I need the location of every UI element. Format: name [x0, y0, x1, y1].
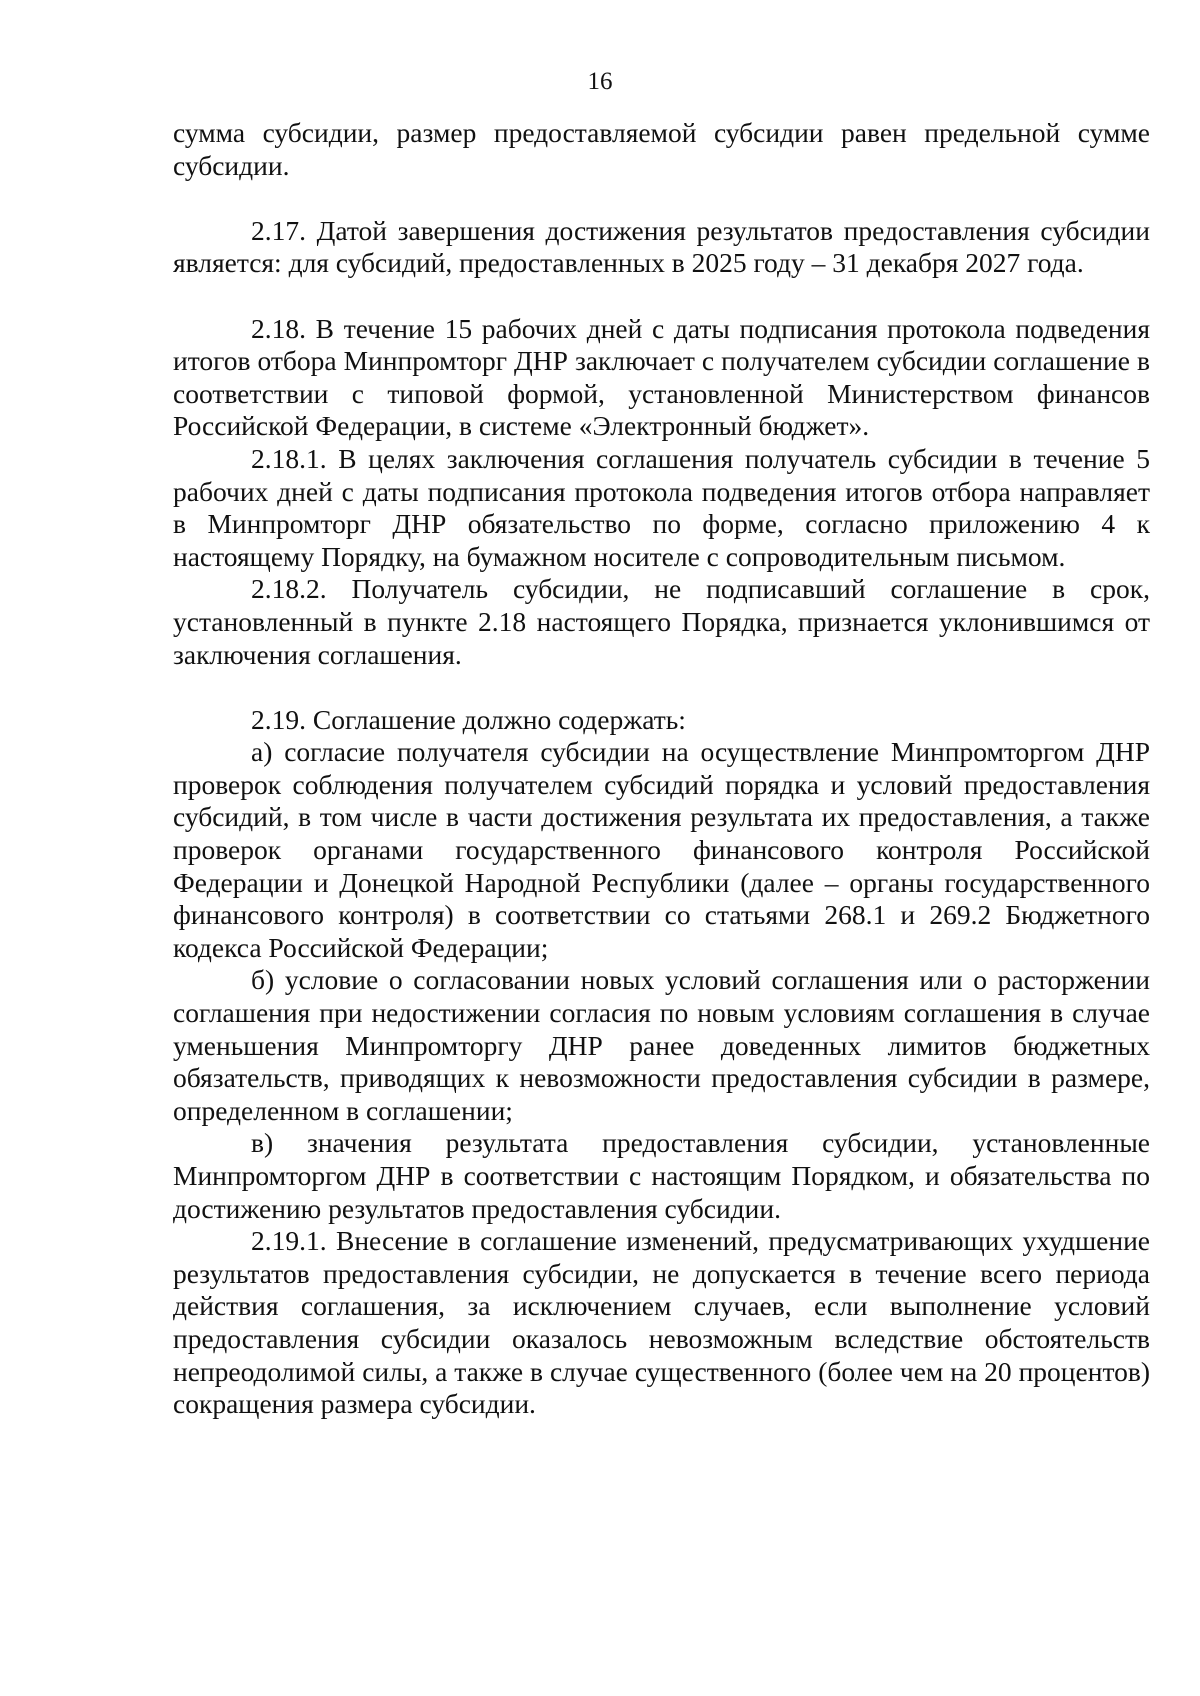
paragraph-2-19-v: в) значения результата предоставления субсидии, установленные Минпромторгом ДНР в соответствии с настоящим Порядком, и обязательства по достижению результатов предоставления субсидии.: [173, 1127, 1150, 1224]
paragraph-2-19-1: 2.19.1. Внесение в соглашение изменений, предусматривающих ухудшение результатов предоставления субсидии, не допускается в течение всего периода действия соглашения, за исключением случаев, если выполнение условий предоставления субсидии оказалось невозможным вследствие обстоятельств непреодолимой силы, а также в случае существенного (более чем на 20 процентов) сокращения размера субсидии.: [173, 1225, 1150, 1420]
paragraph-2-19-b: б) условие о согласовании новых условий соглашения или о расторжении соглашения при недостижении согласия по новым условиям соглашения в случае уменьшения Минпромторгу ДНР ранее доведенных лимитов бюджетных обязательств, приводящих к невозможности предоставления субсидии в размере, определенном в соглашении;: [173, 964, 1150, 1126]
paragraph-2-19: 2.19. Соглашение должно содержать:: [251, 703, 686, 735]
paragraph-2-18-2: 2.18.2. Получатель субсидии, не подписавший соглашение в срок, установленный в пункте 2.18 настоящего Порядка, признается уклонившимся от заключения соглашения.: [173, 573, 1150, 670]
document-body: [173, 117, 1150, 1421]
paragraph-continuation: сумма субсидии, размер предоставляемой субсидии равен предельной сумме субсидии.: [173, 117, 1150, 181]
paragraph-2-18-1: 2.18.1. В целях заключения соглашения получатель субсидии в течение 5 рабочих дней с даты подписания протокола подведения итогов отбора направляет в Минпромторг ДНР обязательство по форме, согласно приложению 4 к настоящему Порядку, на бумажном носителе с сопроводительным письмом.: [173, 442, 1150, 572]
paragraph-2-18: 2.18. В течение 15 рабочих дней с даты подписания протокола подведения итогов отбора Минпромторг ДНР заключает с получателем субсидии соглашение в соответствии с типовой формой, установленной Министерством финансов Российской Федерации, в системе «Электронный бюджет».: [173, 312, 1150, 442]
paragraph-2-19-a: а) согласие получателя субсидии на осуществление Минпромторгом ДНР проверок соблюдения получателем субсидий порядка и условий предоставления субсидий, в том числе в части достижения результата их предоставления, а также проверок органами государственного финансового контроля Российской Федерации и Донецкой Народной Республики (далее – органы государственного финансового контроля) в соответствии со статьями 268.1 и 269.2 Бюджетного кодекса Российской Федерации;: [173, 736, 1150, 963]
page-number: 16: [587, 68, 613, 95]
paragraph-2-17: 2.17. Датой завершения достижения результатов предоставления субсидии является: для субсидий, предоставленных в 2025 году – 31 декабря 2027 года.: [173, 214, 1150, 279]
